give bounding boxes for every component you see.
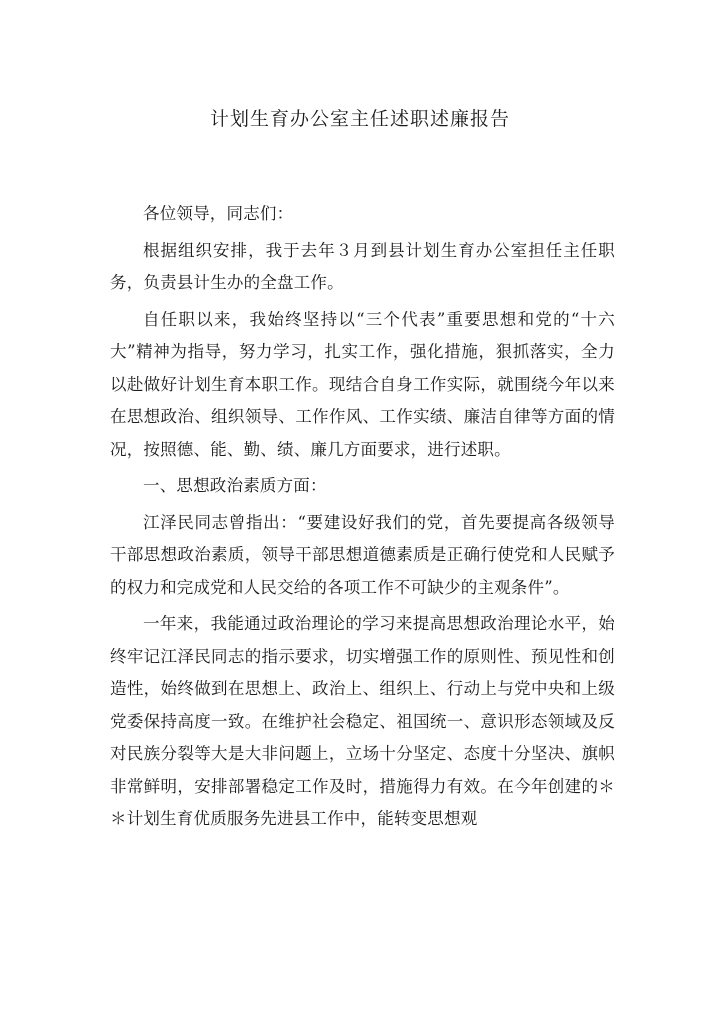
introduction-paragraph: 自任职以来，我始终坚持以“三个代表”重要思想和党的“十六大”精神为指导，努力学习，扎实工作，强化措施，狠抓落实，全力以赴做好计划生育本职工作。现结合自身工作实际，就围绕今年以来在思想政治、组织领导、工作作风、工作实绩、廉洁自律等方面的情况，按照德、能、勤、绩、廉几方面要求，进行述职。 [110,309,615,459]
political-study-paragraph: 一年来，我能通过政治理论的学习来提高思想政治理论水平，始终牢记江泽民同志的指示要求，切实增强工作的原则性、预见性和创造性，始终做到在思想上、政治上、组织上、行动上与党中央和上级党委保持高度一致。在维护社会稳定、祖国统一、意识形态领域及反对民族分裂等大是大非问题上，立场十分坚定、态度十分坚决、旗帜非常鲜明，安排部署稳定工作及时，措施得力有效。在今年创建的＊＊计划生育优质服务先进县工作中，能转变思想观 [110,614,615,828]
appointment-paragraph: 根据组织安排，我于去年３月到县计划生育办公室担任主任职务，负责县计生办的全盘工作。 [110,240,615,292]
quote-paragraph: 江泽民同志曾指出：“要建设好我们的党，首先要提高各级领导干部思想政治素质，领导干部思想道德素质是正确行使党和人民赋予的权力和完成党和人民交给的各项工作不可缺少的主观条件”。 [110,512,615,597]
document-title: 计划生育办公室主任述职述廉报告 [209,108,510,130]
section-heading-political: 一、思想政治素质方面： [143,476,327,495]
document-body [110,198,615,836]
salutation-paragraph: 各位领导，同志们： [143,204,294,223]
